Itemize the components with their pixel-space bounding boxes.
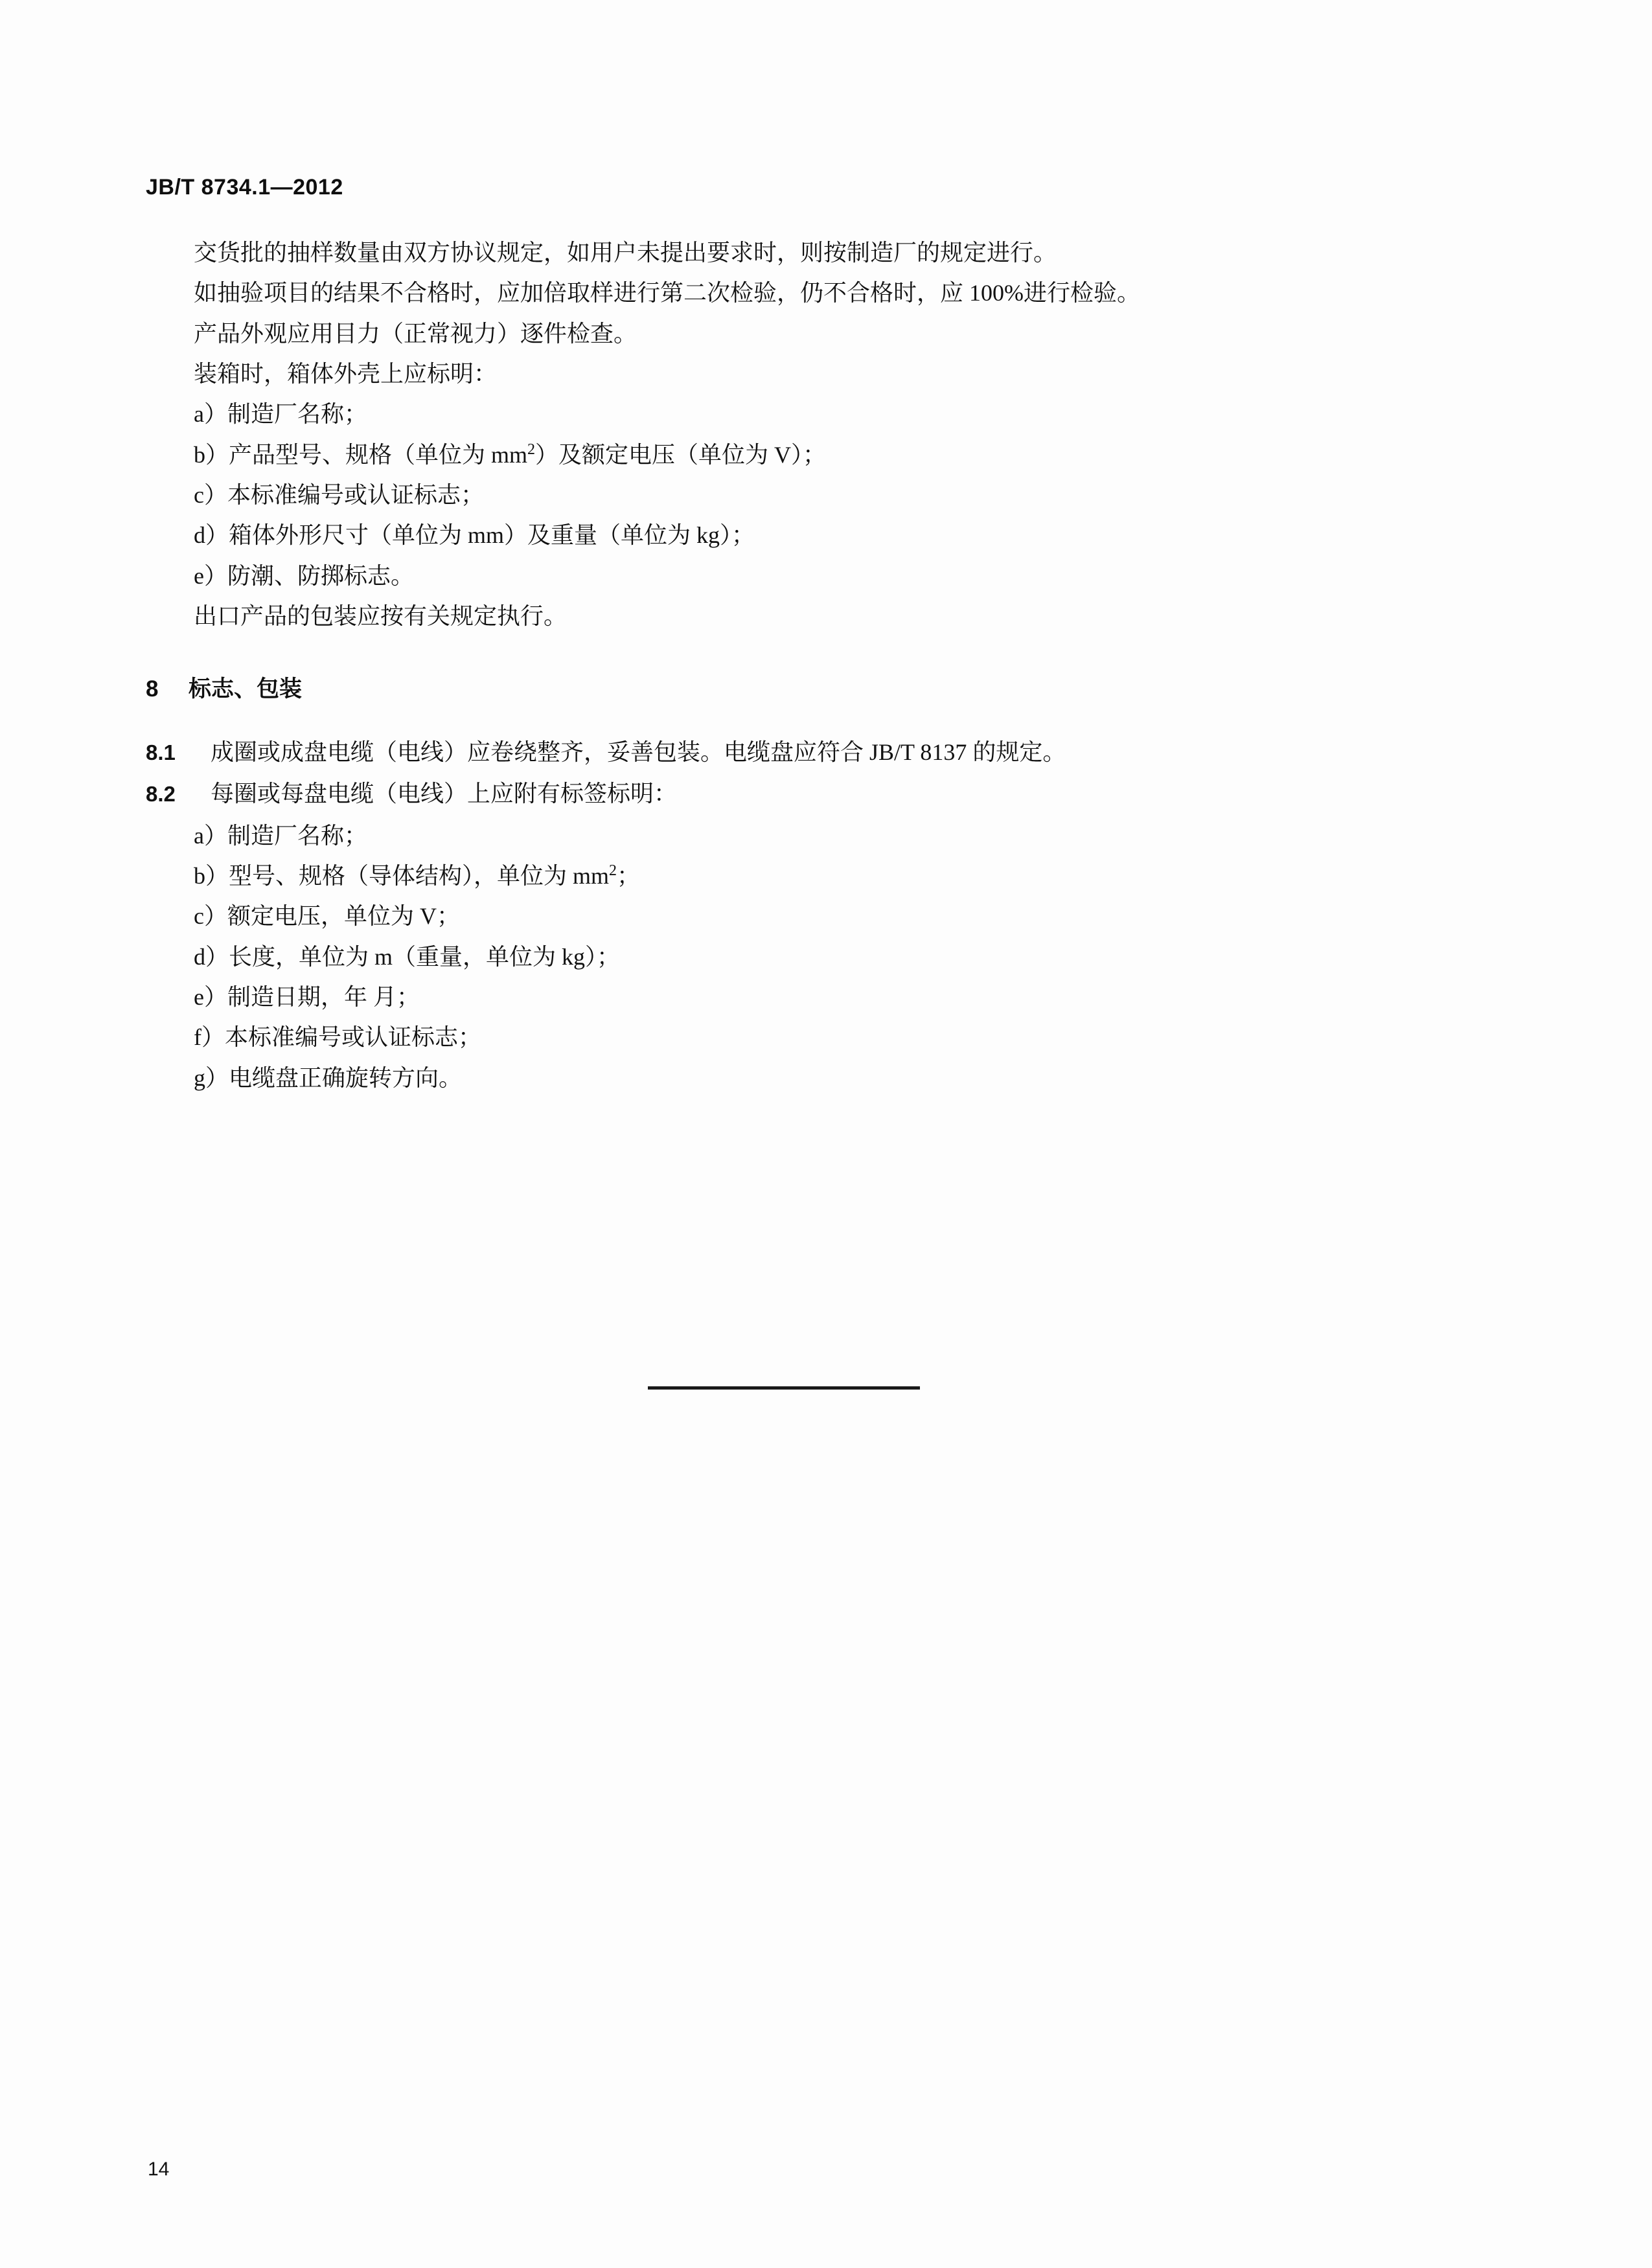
packaging-item-b-part2: ）及额定电压（单位为 V）； [535, 441, 827, 468]
page-content [146, 175, 1390, 1099]
label-item-b-superscript: 2 [609, 862, 617, 880]
label-item-f: f）本标准编号或认证标志； [194, 1024, 481, 1051]
label-item-b [194, 857, 1390, 895]
paragraph-export-packaging: 出口产品的包装应按有关规定执行。 [194, 602, 568, 629]
label-item-c: c）额定电压，单位为 V； [194, 903, 460, 930]
packaging-item-e: e）防潮、防掷标志。 [194, 562, 414, 589]
label-item-g: g）电缆盘正确旋转方向。 [194, 1064, 463, 1091]
label-item-d: d）长度，单位为 m（重量，单位为 kg）； [194, 943, 621, 970]
section-heading-title: 标志、包装 [189, 676, 303, 702]
packaging-item-d: d）箱体外形尺寸（单位为 mm）及重量（单位为 kg）； [194, 522, 755, 549]
section-heading-8 [146, 671, 1390, 704]
label-item-b-part2: ； [617, 863, 641, 889]
paragraph-visual-inspection: 产品外观应用目力（正常视力）逐件检查。 [194, 320, 637, 347]
clause-8-2 [146, 775, 1390, 812]
paragraph-sampling-quantity: 交货批的抽样数量由双方协议规定，如用户未提出要求时，则按制造厂的规定进行。 [194, 240, 1057, 266]
page-number: 14 [148, 2159, 170, 2180]
label-item-b-part1: b）型号、规格（导体结构），单位为 mm [194, 863, 610, 889]
section-heading-number: 8 [146, 676, 159, 702]
label-item-e: e）制造日期，年 月； [194, 984, 420, 1010]
clause-8-2-label: 8.2 [146, 782, 176, 807]
end-of-text-rule [648, 1386, 920, 1390]
packaging-item-b-superscript: 2 [527, 441, 536, 458]
running-header-standard-number: JB/T 8734.1—2012 [146, 175, 343, 200]
packaging-item-b [194, 436, 1390, 474]
clause-8-1 [146, 733, 1390, 771]
clause-8-1-text: 成圈或成盘电缆（电线）应卷绕整齐，妥善包装。电缆盘应符合 JB/T 8137 的规定。 [211, 739, 1066, 766]
packaging-item-a: a）制造厂名称； [194, 401, 367, 428]
packaging-item-c: c）本标准编号或认证标志； [194, 481, 484, 508]
packaging-item-b-part1: b）产品型号、规格（单位为 mm [194, 441, 528, 468]
clause-8-2-text: 每圈或每盘电缆（电线）上应附有标签标明： [211, 781, 678, 807]
label-item-a: a）制造厂名称； [194, 822, 367, 849]
clause-8-1-label: 8.1 [146, 740, 176, 765]
paragraph-packing-marking-intro: 装箱时，箱体外壳上应标明： [194, 360, 498, 387]
paragraph-retest-rule: 如抽验项目的结果不合格时，应加倍取样进行第二次检验，仍不合格时，应 100%进行检验。 [194, 280, 1140, 306]
